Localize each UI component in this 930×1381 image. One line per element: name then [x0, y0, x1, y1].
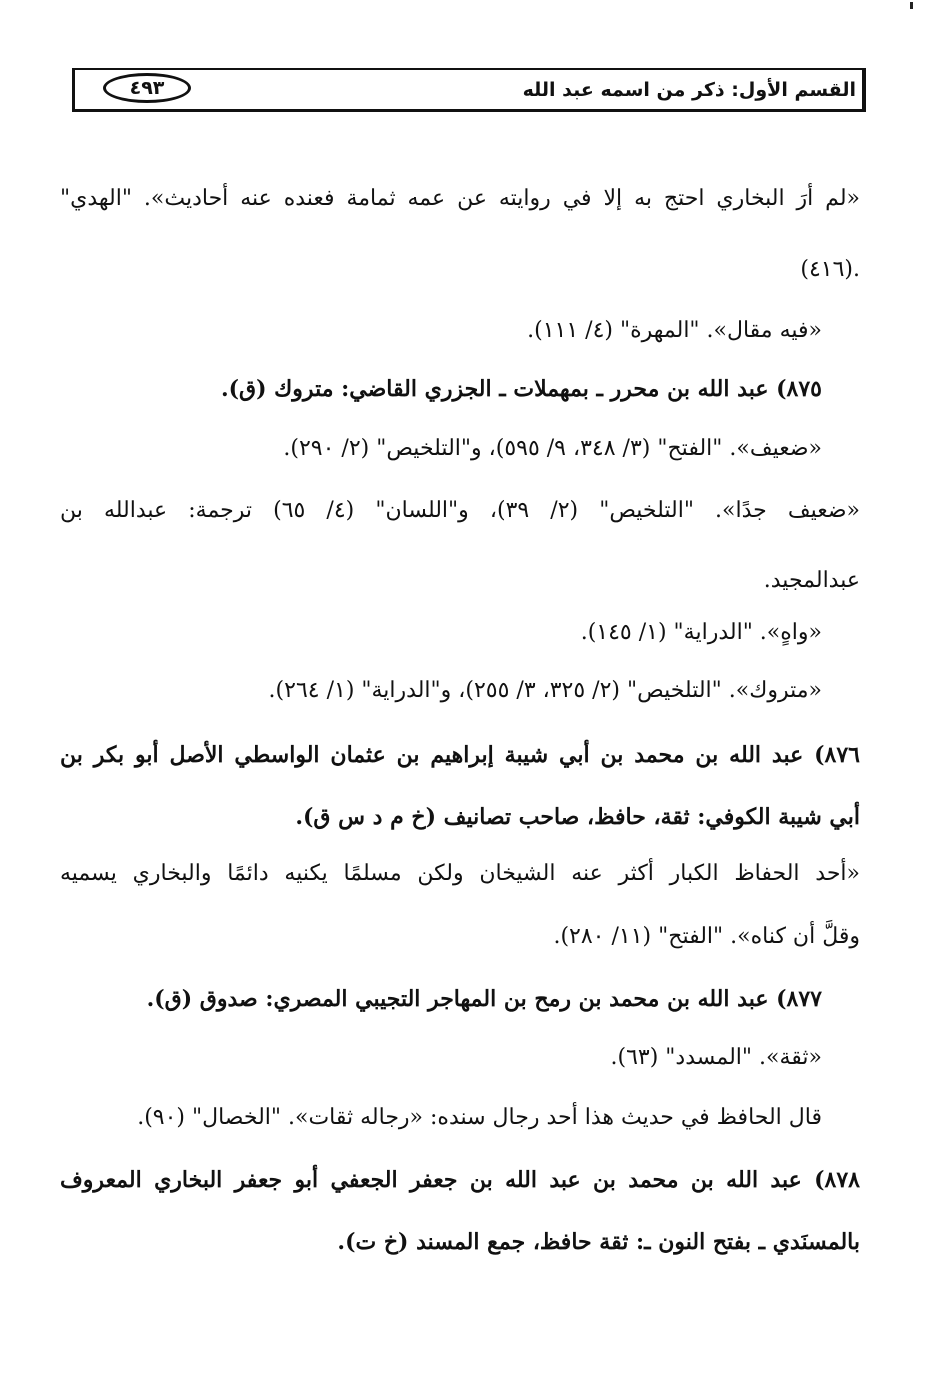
text-line: عبدالمجيد.	[763, 568, 860, 593]
section-title: القسم الأول: ذكر من اسمه عبد الله	[522, 79, 856, 101]
entry-heading: ٨٧٦) عبد الله بن محمد بن أبي شيبة إبراهيم بن عثمان الواسطي الأصل أبو بكر بن	[60, 742, 860, 768]
text-line: «متروك». "التلخيص" (٢/ ٣٢٥، ٣/ ٢٥٥)، و"الدراية" (١/ ٢٦٤).	[268, 678, 822, 703]
text-line: «واهٍ». "الدراية" (١/ ١٤٥).	[580, 620, 822, 645]
entry-heading: ٨٧٥) عبد الله بن محرر ـ بمهملات ـ الجزري القاضي: متروك (ق).	[220, 376, 822, 402]
text-line: «فيه مقال». "المهرة" (٤/ ١١١).	[527, 318, 822, 343]
text-line: وقلَّ أن كناه». "الفتح" (١١/ ٢٨٠).	[553, 924, 860, 949]
text-line: «ضعيف». "الفتح" (٣/ ٣٤٨، ٩/ ٥٩٥)، و"التلخيص" (٢/ ٢٩٠).	[283, 436, 822, 461]
text-line: «لم أرَ البخاري احتج به إلا في روايته عن عمه ثمامة فعنده عنه أحاديث». "الهدي"	[60, 186, 860, 211]
text-line: (٤١٦).	[800, 257, 860, 282]
text-line: «أحد الحفاظ الكبار أكثر عنه الشيخان ولكن مسلمًا يكنيه دائمًا والبخاري يسميه	[60, 861, 860, 886]
text-line: «ثقة». "المسدد" (٦٣).	[610, 1045, 822, 1070]
entry-heading: ٨٧٨) عبد الله بن محمد بن عبد الله بن جعفر الجعفي أبو جعفر البخاري المعروف	[60, 1167, 860, 1193]
entry-heading: بالمسنَدي ـ بفتح النون ـ: ثقة حافظ، جمع المسند (خ ت).	[337, 1229, 860, 1255]
text-line: قال الحافظ في حديث هذا أحد رجال سنده: «رجاله ثقات». "الخصال" (٩٠).	[137, 1105, 822, 1130]
page-number: ٤٩٣	[103, 73, 191, 103]
entry-heading: ٨٧٧) عبد الله بن محمد بن رمح بن المهاجر التجيبي المصري: صدوق (ق).	[146, 986, 822, 1012]
entry-heading: أبي شيبة الكوفي: ثقة، حافظ، صاحب تصانيف (خ م د س ق).	[295, 804, 860, 830]
page-header	[72, 68, 866, 112]
text-line: «ضعيف جدًا». "التلخيص" (٢/ ٣٩)، و"اللسان" (٤/ ٦٥) ترجمة: عبدالله بن	[60, 498, 861, 523]
page-corner-mark	[910, 2, 913, 9]
